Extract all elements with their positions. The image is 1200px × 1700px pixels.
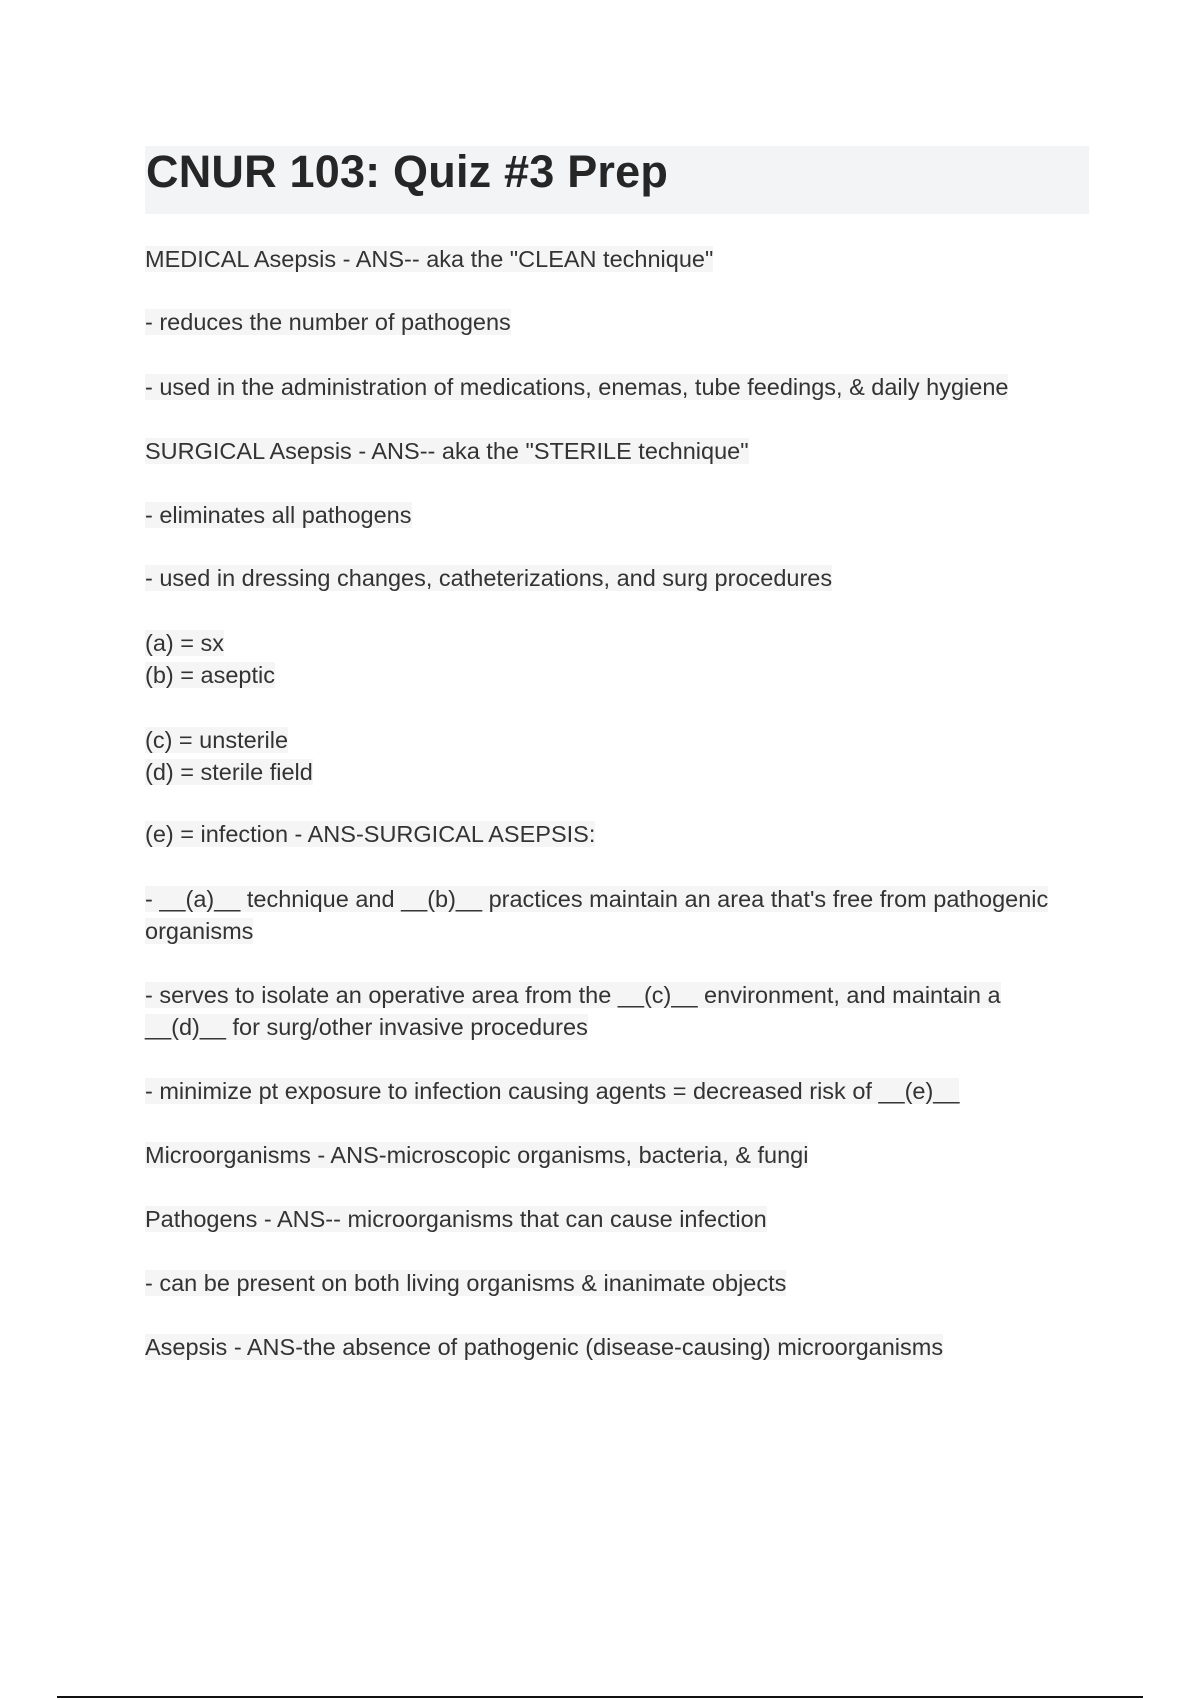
- paragraph-reduces-pathogens: [145, 306, 511, 338]
- paragraph-answer-d: [145, 756, 313, 788]
- paragraph-text: SURGICAL Asepsis - ANS-- aka the "STERILE technique": [145, 438, 749, 464]
- paragraph-text: MEDICAL Asepsis - ANS-- aka the "CLEAN technique": [145, 246, 714, 272]
- paragraph-text: - used in dressing changes, catheterizations, and surg procedures: [145, 565, 833, 591]
- paragraph-text: - used in the administration of medications, enemas, tube feedings, & daily hygiene: [145, 374, 1009, 400]
- document-title: CNUR 103: Quiz #3 Prep: [146, 146, 669, 197]
- paragraph-answer-b: [145, 659, 275, 691]
- paragraph-medical-uses: [145, 371, 1008, 403]
- paragraph-pathogens: [145, 1203, 767, 1235]
- page-bottom-divider: [57, 1696, 1143, 1698]
- paragraph-medical-asepsis: [145, 243, 713, 275]
- paragraph-text: - minimize pt exposure to infection causing agents = decreased risk of __(e)__: [145, 1078, 960, 1104]
- paragraph-text: Pathogens - ANS-- microorganisms that can cause infection: [145, 1206, 767, 1232]
- paragraph-eliminates-pathogens: [145, 499, 412, 531]
- paragraph-asepsis: [145, 1331, 943, 1363]
- paragraph-text: - eliminates all pathogens: [145, 502, 412, 528]
- paragraph-present-on-objects: [145, 1267, 786, 1299]
- paragraph-text: Asepsis - ANS-the absence of pathogenic (disease-causing) microorganisms: [145, 1334, 944, 1360]
- paragraph-isolate-operative-area: [145, 979, 1080, 1043]
- paragraph-technique-practices: [145, 883, 1080, 947]
- paragraph-answer-a: [145, 627, 224, 659]
- paragraph-text: (b) = aseptic: [145, 662, 275, 688]
- paragraph-text: - serves to isolate an operative area from the __(c)__ environment, and maintain a __(d)__ for surg/other invasive procedures: [145, 982, 1001, 1040]
- paragraph-microorganisms: [145, 1139, 808, 1171]
- paragraph-text: (c) = unsterile: [145, 727, 289, 753]
- paragraph-minimize-exposure: [145, 1075, 959, 1107]
- paragraph-text: - __(a)__ technique and __(b)__ practices maintain an area that's free from pathogenic organisms: [145, 886, 1049, 944]
- paragraph-answer-c: [145, 724, 288, 756]
- paragraph-text: Microorganisms - ANS-microscopic organisms, bacteria, & fungi: [145, 1142, 809, 1168]
- paragraph-text: (e) = infection - ANS-SURGICAL ASEPSIS:: [145, 821, 596, 847]
- paragraph-surgical-asepsis: [145, 435, 749, 467]
- paragraph-text: (a) = sx: [145, 630, 225, 656]
- paragraph-surgical-uses: [145, 562, 832, 594]
- paragraph-text: - can be present on both living organisms & inanimate objects: [145, 1270, 787, 1296]
- paragraph-text: (d) = sterile field: [145, 759, 313, 785]
- paragraph-text: - reduces the number of pathogens: [145, 309, 511, 335]
- paragraph-answer-e: [145, 818, 595, 850]
